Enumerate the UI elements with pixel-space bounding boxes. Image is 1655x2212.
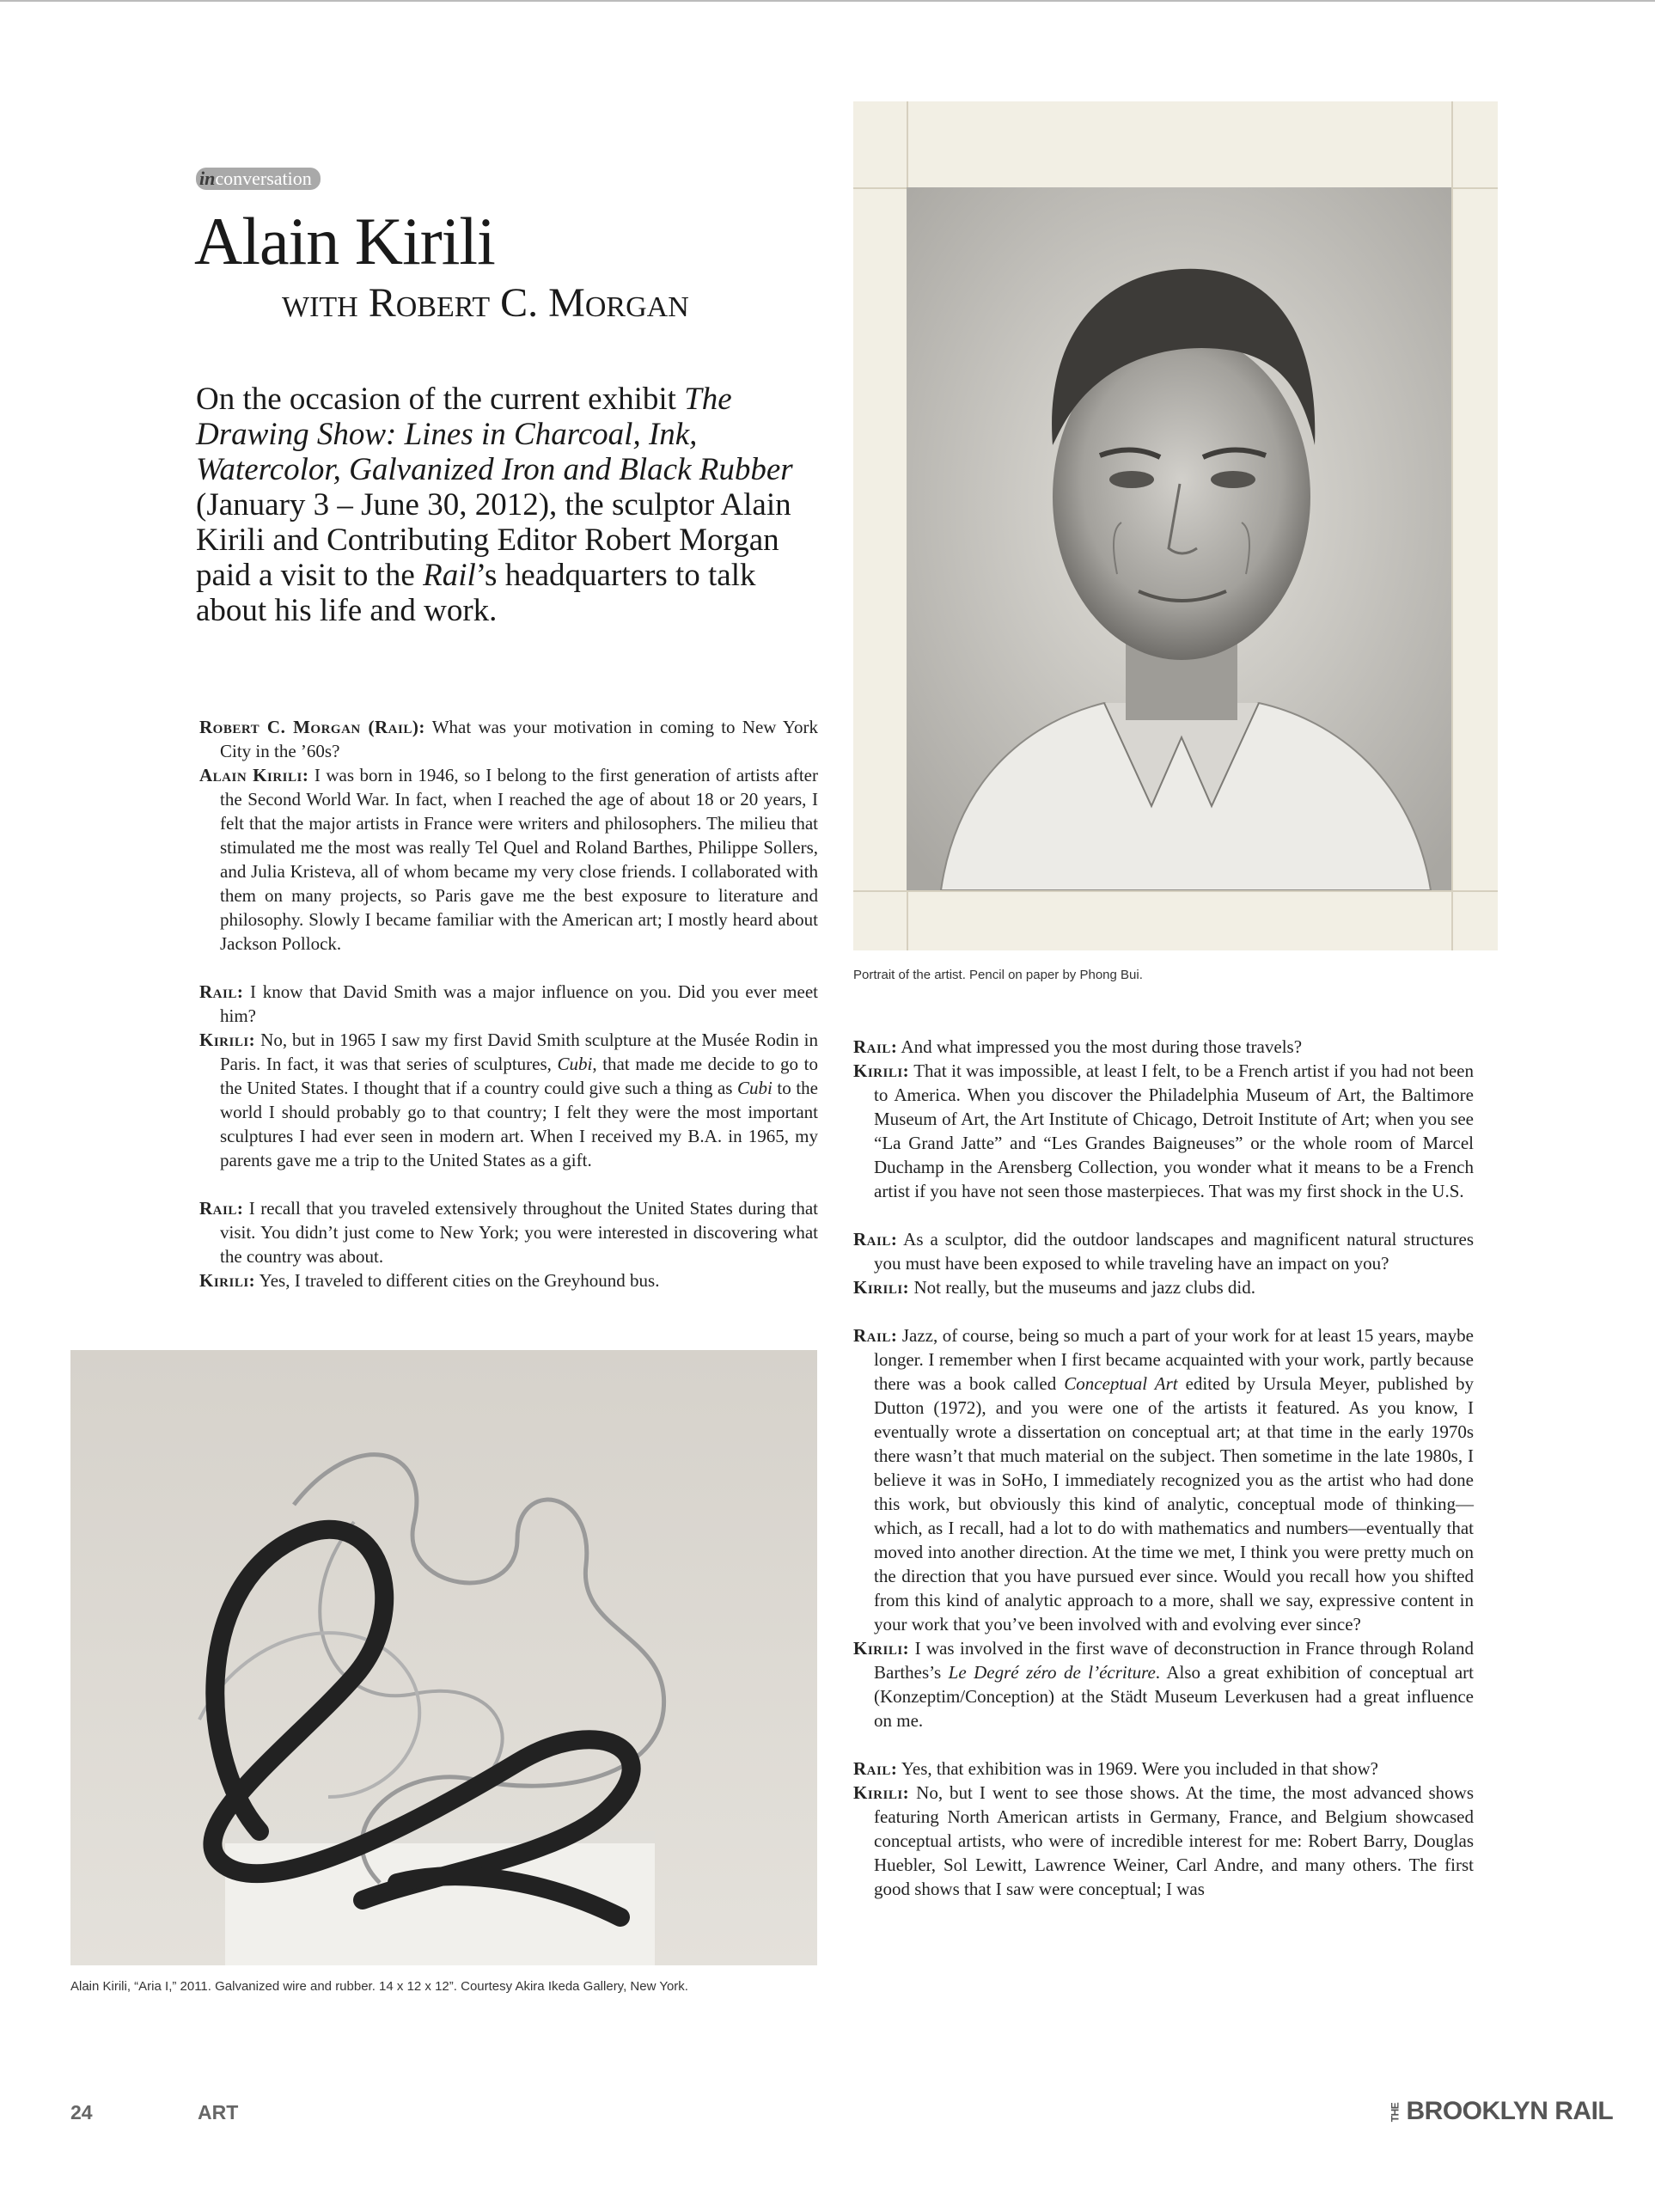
interview-turn — [853, 1227, 1474, 1275]
kicker-conversation: conversation — [215, 168, 312, 189]
speaker: Kirili: — [853, 1277, 910, 1298]
page-number: 24 — [70, 2101, 93, 2123]
kicker-in: in — [199, 168, 216, 189]
sculpture-caption: Alain Kirili, “Aria I,” 2011. Galvanized wire and rubber. 14 x 12 x 12”. Courtesy Akira Ikeda Gallery, New York. — [70, 1979, 688, 1994]
speaker: Kirili: — [199, 1030, 256, 1050]
interview-turn — [853, 1757, 1474, 1781]
lede-text-2: (January 3 – June 30, 2012), the sculptor Alain Kirili and Contributing Editor Robert Morgan paid a visit to the — [196, 487, 791, 593]
article-byline: with Robert C. Morgan — [282, 280, 689, 326]
speaker: Kirili: — [853, 1060, 910, 1081]
logo-the: THE — [1389, 2102, 1402, 2123]
portrait-caption: Portrait of the artist. Pencil on paper by Phong Bui. — [853, 968, 1143, 982]
turn-text: I recall that you traveled extensively throughout the United States during that visit. You didn’t just come to New York; you were interested in discovering what the country was about. — [220, 1198, 818, 1267]
lede-paragraph — [196, 382, 815, 628]
interview-turn — [853, 1059, 1474, 1203]
turn-text: I know that David Smith was a major influence on you. Did you ever meet him? — [220, 981, 818, 1026]
turn-text: Not really, but the museums and jazz clubs did. — [909, 1277, 1255, 1298]
turn-text: to the world I should probably go to that country; I felt they were the most important sculptures I had ever seen in modern art. When I received my B.A. in 1965, my parents gave me a trip to the United States as a gift. — [220, 1078, 818, 1170]
interview-turn — [199, 980, 818, 1028]
speaker: Rail: — [853, 1325, 898, 1346]
turn-text: Yes, that exhibition was in 1969. Were you included in that show? — [897, 1758, 1378, 1779]
interview-turn — [199, 1196, 818, 1268]
speaker: Kirili: — [853, 1638, 910, 1659]
turn-text: No, but I went to see those shows. At the time, the most advanced shows featuring North American artists in Germany, France, and Belgium showcased conceptual artists, who were of incredible interest for me: Robert Barry, Douglas Huebler, Sol Lewitt, Lawrence Weiner, Carl Andre, and many others. The first good shows that I saw were conceptual; I was — [874, 1782, 1474, 1899]
speaker: Kirili: — [199, 1270, 256, 1291]
interview-turn — [853, 1035, 1474, 1059]
turn-text: I was born in 1946, so I belong to the first generation of artists after the Second World War. In fact, when I reached the age of about 18 or 20 years, I felt that the major artists in France were writers and philosophers. The milieu that stimulated me the most was really Tel Quel and Roland Barthes, Philippe Sollers, and Julia Kristeva, all of whom became my very close friends. I collaborated with them on many projects, so Paris gave me the best exposure to literature and philosophy. Slowly I became familiar with the American art; I mostly heard about Jackson Pollock. — [220, 765, 818, 954]
speaker: Alain Kirili: — [199, 765, 309, 785]
turn-text: I was involved in the first wave of deconstruction in France through Roland Barthes’s — [874, 1638, 1474, 1683]
portrait-drawing — [853, 101, 1498, 950]
turn-text: Jazz, of course, being so much a part of your work for at least 15 years, maybe longer. I remember when I first became acquainted with your work, partly because there was a book called — [874, 1325, 1474, 1394]
interview-turn — [853, 1275, 1474, 1299]
section-label: ART — [198, 2101, 239, 2123]
exhibit-title: The Drawing Show: Lines in Charcoal, Ink, Watercolor, Galvanized Iron and Black Rubber — [196, 382, 793, 487]
interview-turn — [199, 715, 818, 763]
top-rule — [0, 0, 1655, 2]
lede-text-3: ’s headquarters to talk about his life and work. — [196, 558, 756, 628]
turn-text: As a sculptor, did the outdoor landscapes and magnificent natural structures you must have been exposed to while traveling have an impact on you? — [874, 1229, 1474, 1274]
interview-turn — [199, 1268, 818, 1292]
turn-text: What was your motivation in coming to New York City in the ’60s? — [220, 717, 818, 761]
sculpture-photo — [70, 1350, 817, 1965]
turn-text: edited by Ursula Meyer, published by Dutton (1972), and you were one of the artists it featured. As you know, I eventually wrote a dissertation on conceptual art; at that time in the early 1970s there wasn’t that much material on the subject. Then sometime in the late 1980s, I believe it was in SoHo, I immediately recognized you as the artist who had done this work, but obviously this kind of analytic, conceptual mode of thinking—which, as I recall, had a lot to do with mathematics and numbers—eventually that moved into another direction. At the time we met, I think you were pretty much on the direction that you have pursued ever since. Would you recall how you shifted from this kind of analytic approach to a more, shall we say, expressive content in your work that you’ve been involved with and evolving ever since? — [874, 1373, 1474, 1635]
turn-text: And what impressed you the most during those travels? — [897, 1036, 1303, 1057]
interview-turn — [853, 1636, 1474, 1732]
speaker: Robert C. Morgan (Rail): — [199, 717, 425, 737]
brooklyn-rail-logo — [1385, 2097, 1613, 2126]
speaker: Rail: — [199, 981, 244, 1002]
speaker: Kirili: — [853, 1782, 910, 1803]
turn-text: , that made me decide to go to the United States. I thought that if a country could give such a thing as — [220, 1054, 818, 1098]
interview-turn — [199, 763, 818, 956]
speaker: Rail: — [199, 1198, 244, 1219]
interview-left-column — [199, 715, 818, 1292]
speaker: Rail: — [853, 1758, 898, 1779]
interview-turn — [199, 1028, 818, 1172]
work-title: Cubi — [557, 1054, 593, 1074]
turn-text: That it was impossible, at least I felt, to be a French artist if you had not been to America. When you discover the Philadelphia Museum of Art, the Baltimore Museum of Art, the Art Institute of Chicago, Detroit Institute of Art; when you see “La Grand Jatte” and “Les Grandes Baigneuses” or the whole room of Marcel Duchamp in the Arensberg Collection, you wonder what it means to be a French artist if you have not seen those masterpieces. That was my first shock in the U.S. — [874, 1060, 1474, 1201]
in-conversation-kicker — [196, 168, 321, 190]
interview-turn — [853, 1323, 1474, 1636]
interview-right-column — [853, 1035, 1474, 1901]
article-title: Alain Kirili — [194, 204, 495, 278]
work-title: Cubi — [737, 1078, 773, 1098]
speaker: Rail: — [853, 1036, 898, 1057]
book-title: Conceptual Art — [1064, 1373, 1178, 1394]
interview-turn — [853, 1781, 1474, 1901]
speaker: Rail: — [853, 1229, 898, 1250]
rail-name: Rail — [423, 558, 476, 593]
turn-text: . Also a great exhibition of conceptual art (Konzeptim/Conception) at the Städt Museum Leverkusen had a great influence on me. — [874, 1662, 1474, 1731]
portrait-image — [907, 187, 1451, 890]
turn-text: No, but in 1965 I saw my first David Smith sculpture at the Musée Rodin in Paris. In fact, it was that series of sculptures, — [220, 1030, 818, 1074]
logo-name: BROOKLYN RAIL — [1406, 2097, 1614, 2125]
book-title: Le Degré zéro de l’écriture — [948, 1662, 1156, 1683]
lede-text-1: On the occasion of the current exhibit — [196, 382, 685, 417]
turn-text: Yes, I traveled to different cities on the Greyhound bus. — [255, 1270, 660, 1291]
